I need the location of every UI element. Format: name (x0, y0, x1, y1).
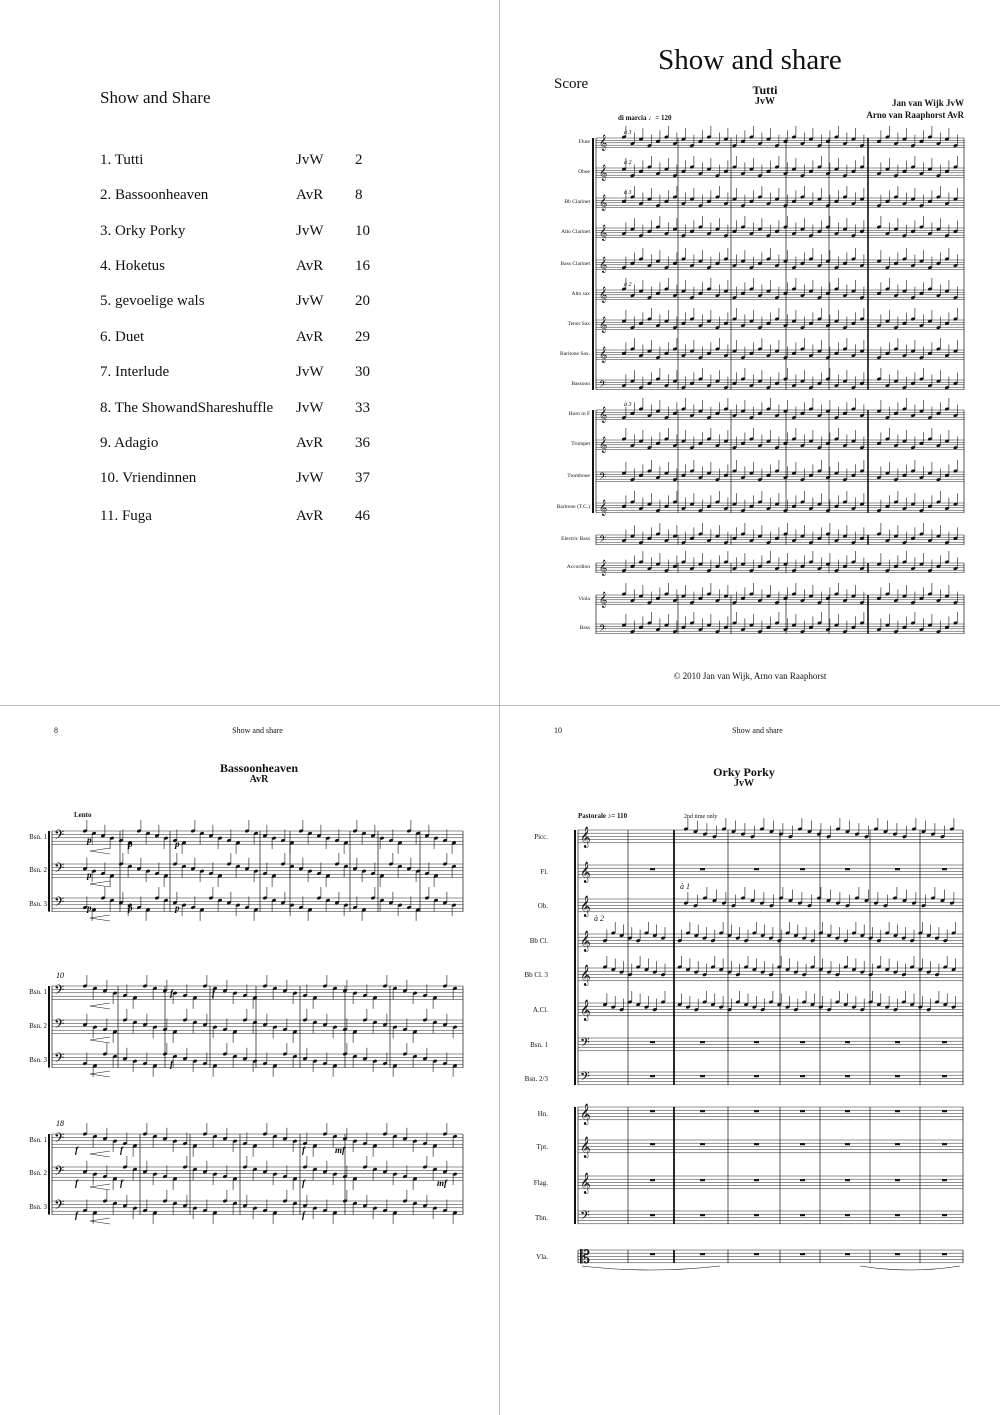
treble-clef: 𝄞 (580, 896, 591, 917)
rest (942, 1110, 947, 1112)
treble-clef: 𝄞 (599, 257, 608, 273)
contents-entry-title: 6. Duet (100, 329, 145, 345)
rest (800, 1041, 805, 1043)
a2-marking: à 2 (594, 914, 604, 923)
rest (700, 868, 705, 870)
orky-staves (500, 706, 1000, 1415)
bass-clef: 𝄢 (599, 379, 607, 392)
instrument-label: Tenor Sax (567, 321, 590, 327)
ensemble-marking: à 2 (624, 160, 632, 166)
rest (754, 1253, 759, 1255)
instrument-label: Tpt. (536, 1143, 548, 1151)
rest (754, 1179, 759, 1181)
contents-entry[interactable] (100, 400, 400, 420)
dynamic-marking: mf (335, 1145, 345, 1155)
rest (942, 1075, 947, 1077)
hairpin (90, 1151, 110, 1157)
bass-clef: 𝄢 (54, 827, 65, 846)
contents-entry-page: 20 (355, 293, 370, 309)
contents-entry-title: 3. Orky Porky (100, 223, 186, 239)
instrument-label: Bsn. 2/3 (524, 1075, 548, 1083)
instrument-label: Baritone Sax. (560, 351, 590, 357)
rest (754, 1075, 759, 1077)
rest (942, 1179, 947, 1181)
score-page-bassoonheaven (0, 706, 499, 1415)
contents-entry-title: 8. The ShowandShareshuffle (100, 400, 274, 416)
treble-clef: 𝄞 (580, 1173, 591, 1194)
rest (895, 1179, 900, 1181)
instrument-label: Accordion (566, 564, 590, 570)
rest (895, 1075, 900, 1077)
instrument-label: Bsn. 1 (530, 1041, 548, 1049)
ensemble-marking: à 3 (624, 190, 632, 196)
contents-entry-page: 10 (355, 223, 370, 239)
contents-entry[interactable] (100, 187, 400, 207)
rest (895, 1253, 900, 1255)
contents-entry-author: JvW (296, 293, 324, 309)
contents-entry-title: 5. gevoelige wals (100, 293, 205, 309)
instrument-label: A.Cl. (532, 1006, 548, 1014)
treble-clef: 𝄞 (599, 195, 608, 211)
instrument-label: Flute (578, 139, 590, 145)
treble-clef: 𝄞 (599, 500, 608, 516)
rest (754, 1143, 759, 1145)
instrument-label: Bass (579, 625, 590, 631)
piece-title: Bassoonheaven (219, 761, 299, 775)
rest (800, 1143, 805, 1145)
contents-entry-author: AvR (296, 508, 324, 524)
score-page-orky-porky (500, 706, 1000, 1415)
bass-clef: 𝄢 (580, 1069, 590, 1087)
dynamic-marking: p (87, 903, 92, 913)
treble-clef: 𝄞 (580, 1000, 591, 1021)
hairpin (90, 848, 110, 854)
dynamic-marking: p (175, 839, 180, 849)
running-head: Show and share (232, 726, 283, 735)
tempo-marking: Lento (74, 811, 92, 819)
treble-clef: 𝄞 (599, 407, 608, 423)
instrument-label: Alto Clarinet (561, 229, 590, 235)
dynamic-marking: f (75, 1145, 78, 1155)
piece-author: JvW (755, 96, 775, 107)
tie (582, 1266, 720, 1270)
dynamic-marking: f (120, 1178, 123, 1188)
instrument-label: Baritone (T.C.) (556, 504, 590, 510)
rest (895, 1214, 900, 1216)
rest (845, 1075, 850, 1077)
instrument-label: Electric Bass (561, 536, 590, 542)
rest (754, 1041, 759, 1043)
contents-entry[interactable] (100, 364, 400, 384)
contents-entry-page: 16 (355, 258, 370, 274)
rest (650, 1143, 655, 1145)
piece-author: JvW (734, 778, 754, 789)
treble-clef: 𝄞 (599, 287, 608, 303)
rest (700, 1253, 705, 1255)
contents-entry-author: JvW (296, 152, 324, 168)
dynamic-marking: f (302, 1145, 305, 1155)
instrument-label: Fl. (540, 868, 548, 876)
contents-entry-author: JvW (296, 400, 324, 416)
bass-clef: 𝄢 (599, 623, 607, 636)
treble-clef: 𝄞 (580, 965, 591, 986)
bass-clef: 𝄢 (54, 1130, 65, 1149)
rest (800, 1253, 805, 1255)
piece-author: AvR (249, 774, 269, 785)
dynamic-marking: f (170, 1059, 173, 1069)
treble-clef: 𝄞 (599, 135, 608, 151)
tempo-marking: Pastorale ♪= 110 (578, 812, 628, 820)
rest (700, 1214, 705, 1216)
contents-entry-author: JvW (296, 223, 324, 239)
bass-clef: 𝄢 (580, 1208, 590, 1226)
treble-clef: 𝄞 (599, 165, 608, 181)
score-main-title: Show and share (658, 44, 842, 76)
rest (700, 1143, 705, 1145)
treble-clef: 𝄞 (599, 347, 608, 363)
dynamic-marking: f (170, 988, 173, 998)
contents-entry-page: 37 (355, 470, 370, 486)
tempo-marking: di marcia ♩= 120 (618, 114, 672, 122)
dynamic-marking: p (128, 903, 133, 913)
rest (845, 1041, 850, 1043)
page-number: 8 (54, 726, 58, 735)
rest (845, 1179, 850, 1181)
rest (650, 1110, 655, 1112)
rest (845, 1110, 850, 1112)
rest (800, 868, 805, 870)
treble-clef: 𝄞 (599, 437, 608, 453)
bass-clef: 𝄢 (580, 1035, 590, 1053)
bass-clef: 𝄢 (54, 982, 65, 1001)
repeat-note: 2nd time only (684, 814, 718, 820)
contents-entry-title: 11. Fuga (100, 508, 152, 524)
rest (650, 868, 655, 870)
rest (845, 1253, 850, 1255)
rest (700, 1041, 705, 1043)
treble-clef: 𝄞 (580, 1104, 591, 1125)
rest (800, 1110, 805, 1112)
dynamic-marking: mf (437, 1178, 447, 1188)
dynamic-marking: p (87, 870, 92, 880)
instrument-label: Bsn. 2 (29, 1169, 47, 1177)
instrument-label: Bsn. 1 (29, 1136, 47, 1144)
rest (942, 868, 947, 870)
contents-entry-page: 36 (355, 435, 370, 451)
alto-clef: 𝄡 (580, 1247, 591, 1268)
dynamic-marking: p (87, 835, 92, 845)
contents-entry-author: JvW (296, 470, 324, 486)
rest (754, 1214, 759, 1216)
credit-line-1: Jan van Wijk JvW (892, 98, 964, 108)
score-page-tutti (500, 0, 1000, 705)
rest (895, 1143, 900, 1145)
contents-entry[interactable] (100, 470, 400, 490)
instrument-label: Oboe (578, 169, 590, 175)
contents-entry[interactable] (100, 329, 400, 349)
contents-entry[interactable] (100, 152, 400, 172)
instrument-label: Bassoon (571, 381, 590, 387)
dynamic-marking: f (212, 988, 215, 998)
contents-entry[interactable] (100, 508, 400, 528)
instrument-label: Bsn. 2 (29, 866, 47, 874)
bass-clef: 𝄢 (599, 471, 607, 484)
contents-entry-title: 2. Bassoonheaven (100, 187, 209, 203)
instrument-label: Tbn. (534, 1214, 548, 1222)
rest (650, 1214, 655, 1216)
contents-entry-page: 30 (355, 364, 370, 380)
rest (700, 1110, 705, 1112)
bass-clef: 𝄢 (54, 1163, 65, 1182)
rest (754, 868, 759, 870)
a1-marking: à 1 (680, 882, 690, 891)
contents-entry-page: 2 (355, 152, 363, 168)
dynamic-marking: p (128, 839, 133, 849)
rest (800, 1075, 805, 1077)
bass-clef: 𝄢 (54, 860, 65, 879)
dynamic-marking: f (302, 1210, 305, 1220)
instrument-label: Bsn. 3 (29, 1203, 47, 1211)
treble-clef: 𝄞 (580, 931, 591, 952)
rest (942, 1253, 947, 1255)
instrument-label: Bsn. 3 (29, 900, 47, 908)
ensemble-marking: à 2 (624, 282, 632, 288)
tie (860, 1266, 960, 1270)
instrument-label: Bass Clarinet (560, 261, 590, 267)
instrument-label: Trumpet (571, 441, 590, 447)
piece-title: Orky Porky (713, 765, 775, 779)
instrument-label: Alto sax (571, 291, 590, 297)
hairpin (90, 881, 110, 887)
instrument-label: Ob. (537, 902, 548, 910)
instrument-label: Viola (578, 596, 590, 602)
treble-clef: 𝄞 (580, 1137, 591, 1158)
instrument-label: Hn. (537, 1110, 548, 1118)
bass-clef: 𝄢 (54, 1016, 65, 1035)
rest (942, 1041, 947, 1043)
rest (800, 1179, 805, 1181)
rest (895, 1041, 900, 1043)
rest (845, 1143, 850, 1145)
full-score-staves (500, 0, 1000, 705)
contents-entry-title: 4. Hoketus (100, 258, 165, 274)
instrument-label: Bsn. 2 (29, 1022, 47, 1030)
bass-clef: 𝄢 (54, 894, 65, 913)
contents-entry-page: 46 (355, 508, 370, 524)
contents-title: Show and Share (100, 88, 211, 107)
rest (650, 1179, 655, 1181)
treble-clef: 𝄞 (599, 225, 608, 241)
bassoon-staves (0, 706, 499, 1415)
dynamic-marking: p (175, 903, 180, 913)
rest (650, 1253, 655, 1255)
dynamic-marking: f (75, 1210, 78, 1220)
dynamic-marking: f (120, 1145, 123, 1155)
contents-entry-title: 1. Tutti (100, 152, 144, 168)
instrument-label: Vla. (536, 1253, 548, 1261)
rest (700, 1179, 705, 1181)
hairpin (90, 1003, 110, 1009)
hairpin (90, 915, 110, 921)
instrument-label: Trombone (567, 473, 590, 479)
dynamic-marking: f (302, 1178, 305, 1188)
rest (650, 1075, 655, 1077)
instrument-label: Bsn. 1 (29, 833, 47, 841)
copyright-notice: © 2010 Jan van Wijk, Arno van Raaphorst (673, 671, 827, 681)
rest (650, 1041, 655, 1043)
rest (942, 1214, 947, 1216)
treble-clef: 𝄞 (599, 592, 608, 608)
bass-clef: 𝄢 (599, 534, 607, 547)
contents-entry[interactable] (100, 435, 400, 455)
running-head: Show and share (732, 726, 783, 735)
contents-entry-author: AvR (296, 258, 324, 274)
contents-entry[interactable] (100, 293, 400, 313)
treble-clef: 𝄞 (599, 560, 608, 576)
treble-clef: 𝄞 (599, 317, 608, 333)
dynamic-marking: f (75, 1178, 78, 1188)
rest (895, 868, 900, 870)
contents-entry-page: 33 (355, 400, 370, 416)
rest (845, 1214, 850, 1216)
contents-entry-author: AvR (296, 329, 324, 345)
measure-number: 10 (56, 971, 64, 980)
instrument-label: Bb Cl. 3 (524, 971, 548, 979)
contents-entry-author: AvR (296, 435, 324, 451)
instrument-label: Bsn. 1 (29, 988, 47, 996)
credit-line-2: Arno van Raaphorst AvR (866, 110, 964, 120)
contents-entry[interactable] (100, 223, 400, 243)
rest (845, 868, 850, 870)
instrument-label: Bb Cl. (529, 937, 548, 945)
instrument-label: Picc. (534, 833, 548, 841)
ensemble-marking: à 3 (624, 130, 632, 136)
instrument-label: Flag. (533, 1179, 548, 1187)
contents-entry-title: 7. Interlude (100, 364, 170, 380)
contents-page (0, 0, 499, 705)
rest (700, 1075, 705, 1077)
treble-clef: 𝄞 (580, 862, 591, 883)
contents-entry-author: AvR (296, 187, 324, 203)
rest (895, 1110, 900, 1112)
rest (800, 1214, 805, 1216)
instrument-label: Horn in F (568, 411, 590, 417)
rest (942, 1143, 947, 1145)
measure-number: 18 (56, 1119, 64, 1128)
contents-entry-title: 9. Adagio (100, 435, 159, 451)
treble-clef: 𝄞 (580, 827, 591, 848)
piece-title: Tutti (752, 83, 778, 97)
contents-entry-author: JvW (296, 364, 324, 380)
contents-entry-title: 10. Vriendinnen (100, 470, 197, 486)
instrument-label: Bsn. 3 (29, 1056, 47, 1064)
instrument-label: Bb Clarinet (564, 199, 590, 205)
score-label: Score (554, 76, 589, 92)
contents-entry[interactable] (100, 258, 400, 278)
contents-entry-page: 8 (355, 187, 363, 203)
ensemble-marking: à 3 (624, 402, 632, 408)
page-number: 10 (554, 726, 562, 735)
bass-clef: 𝄢 (54, 1197, 65, 1216)
rest (754, 1110, 759, 1112)
bass-clef: 𝄢 (54, 1050, 65, 1069)
contents-entry-page: 29 (355, 329, 370, 345)
